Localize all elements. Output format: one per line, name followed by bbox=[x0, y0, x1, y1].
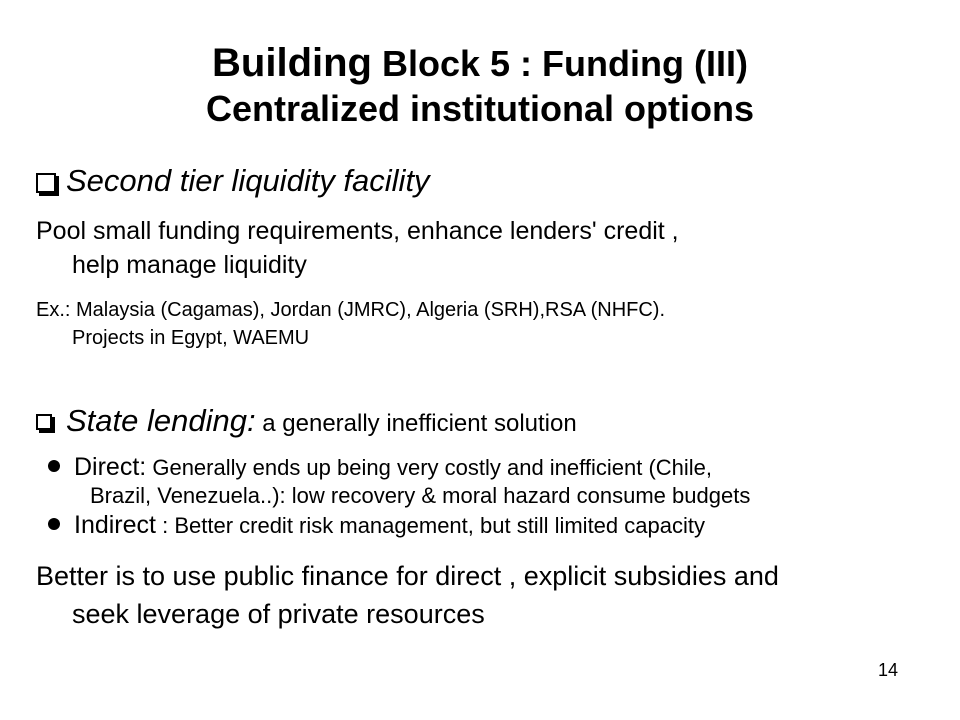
checkbox-bullet-icon bbox=[36, 414, 52, 430]
title-word-building: Building bbox=[212, 41, 372, 85]
title-line-1 bbox=[0, 40, 960, 87]
section-heading-liquidity-facility bbox=[36, 163, 430, 199]
bullet-indirect bbox=[48, 511, 938, 540]
paragraph-pool-funding bbox=[36, 214, 936, 282]
page-number: 14 bbox=[878, 660, 899, 680]
paragraph-line: Ex.: Malaysia (Cagamas), Jordan (JMRC), Algeria (SRH),RSA (NHFC). bbox=[36, 299, 666, 321]
bullet-dot-icon bbox=[48, 460, 60, 472]
bullet-dot-icon bbox=[48, 518, 60, 530]
bullet-text-continued: Brazil, Venezuela..): low recovery & moral hazard consume budgets bbox=[90, 483, 751, 508]
paragraph-line: Better is to use public finance for direct , explicit subsidies and bbox=[36, 561, 779, 591]
bullet-label: Indirect bbox=[74, 511, 156, 539]
paragraph-line: seek leverage of private resources bbox=[72, 599, 485, 629]
title-line-2: Centralized institutional options bbox=[206, 88, 754, 129]
paragraph-conclusion bbox=[36, 557, 936, 633]
title-rest: Block 5 : Funding (III) bbox=[371, 43, 748, 84]
section-heading-state-lending bbox=[36, 403, 936, 439]
section-heading-rest: a generally inefficient solution bbox=[255, 410, 577, 437]
section-heading-text: Second tier liquidity facility bbox=[66, 163, 430, 198]
section-heading-text: State lending: bbox=[66, 403, 256, 438]
paragraph-line: Pool small funding requirements, enhance lenders' credit , bbox=[36, 217, 679, 245]
slide-title bbox=[0, 40, 960, 131]
bullet-text: Generally ends up being very costly and inefficient (Chile, bbox=[146, 455, 713, 480]
checkbox-bullet-icon bbox=[36, 173, 56, 193]
bullet-direct bbox=[48, 453, 938, 510]
paragraph-examples bbox=[36, 296, 936, 352]
bullet-label: Direct: bbox=[74, 453, 147, 481]
paragraph-line: Projects in Egypt, WAEMU bbox=[72, 327, 310, 349]
bullet-text: : Better credit risk management, but still limited capacity bbox=[155, 513, 705, 538]
paragraph-line: help manage liquidity bbox=[72, 251, 307, 279]
